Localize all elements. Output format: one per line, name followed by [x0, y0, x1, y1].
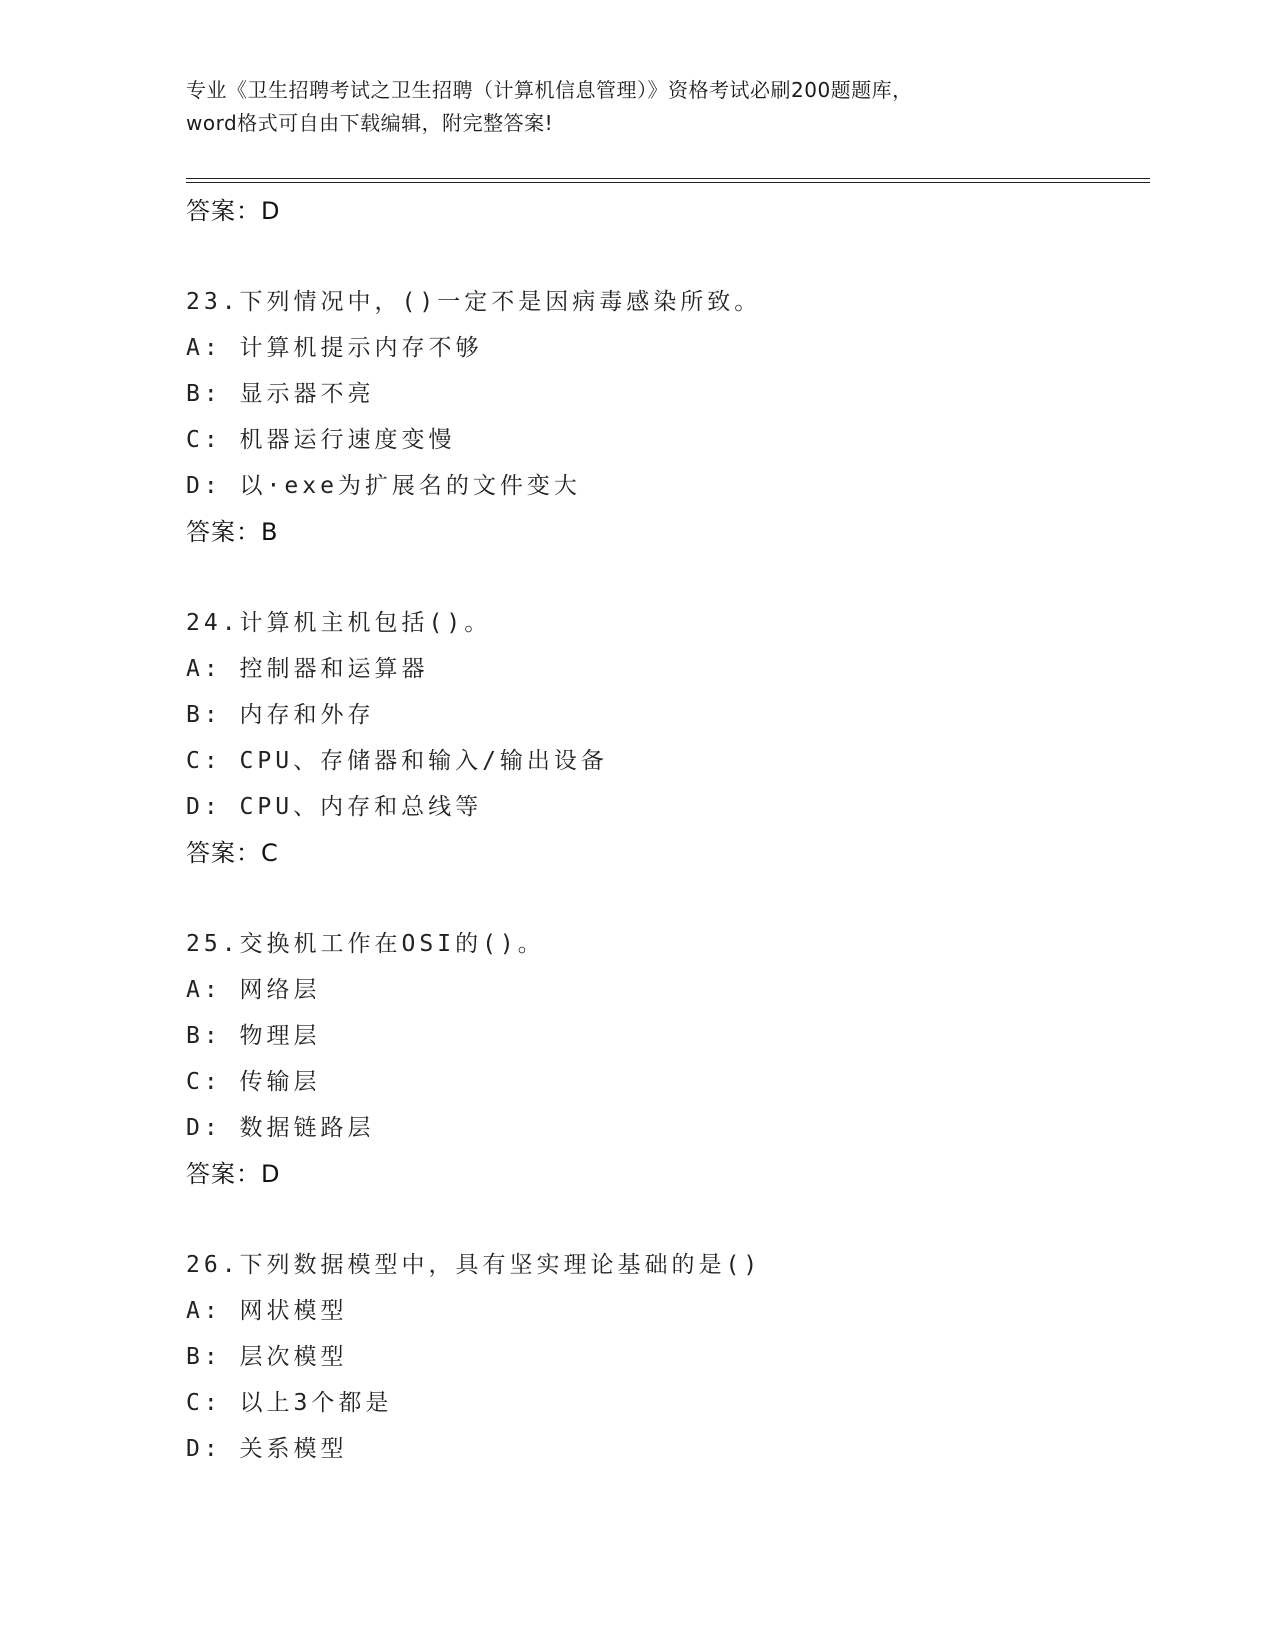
document-header [186, 74, 1086, 140]
option-c: C: 机器运行速度变慢 [186, 427, 456, 453]
question-block [186, 279, 1146, 555]
option-b: B: 物理层 [186, 1023, 321, 1049]
header-divider-bottom [186, 182, 1150, 183]
spacer [186, 876, 1146, 921]
header-subtitle-line: word格式可自由下载编辑，附完整答案! [186, 111, 554, 135]
question-stem: 26.下列数据模型中，具有坚实理论基础的是() [186, 1252, 762, 1278]
option-a: A: 网状模型 [186, 1298, 348, 1324]
option-b: B: 显示器不亮 [186, 381, 375, 407]
option-d: D: 关系模型 [186, 1436, 348, 1462]
question-stem: 23.下列情况中，()一定不是因病毒感染所致。 [186, 289, 762, 315]
question-stem: 24.计算机主机包括()。 [186, 610, 492, 636]
option-d: D: 以·exe为扩展名的文件变大 [186, 473, 581, 499]
option-c: C: 以上3个都是 [186, 1390, 393, 1416]
header-title-line: 专业《卫生招聘考试之卫生招聘（计算机信息管理）》资格考试必刷200题题库， [186, 78, 913, 102]
option-d: D: CPU、内存和总线等 [186, 794, 483, 820]
header-divider-top [186, 178, 1150, 179]
spacer [186, 1197, 1146, 1242]
question-list [186, 188, 1146, 1472]
question-block [186, 921, 1146, 1197]
spacer [186, 555, 1146, 600]
answer-line: 答案：B [186, 518, 279, 546]
question-block [186, 1242, 1146, 1472]
question-block [186, 600, 1146, 876]
option-d: D: 数据链路层 [186, 1115, 375, 1141]
answer-line: 答案：C [186, 839, 279, 867]
option-a: A: 网络层 [186, 977, 321, 1003]
option-c: C: 传输层 [186, 1069, 321, 1095]
question-stem: 25.交换机工作在OSI的()。 [186, 931, 545, 957]
option-b: B: 层次模型 [186, 1344, 348, 1370]
answer-line: 答案：D [186, 197, 281, 225]
option-a: A: 计算机提示内存不够 [186, 335, 483, 361]
option-a: A: 控制器和运算器 [186, 656, 429, 682]
spacer [186, 234, 1146, 279]
option-b: B: 内存和外存 [186, 702, 375, 728]
option-c: C: CPU、存储器和输入/输出设备 [186, 748, 608, 774]
answer-line: 答案：D [186, 1160, 281, 1188]
